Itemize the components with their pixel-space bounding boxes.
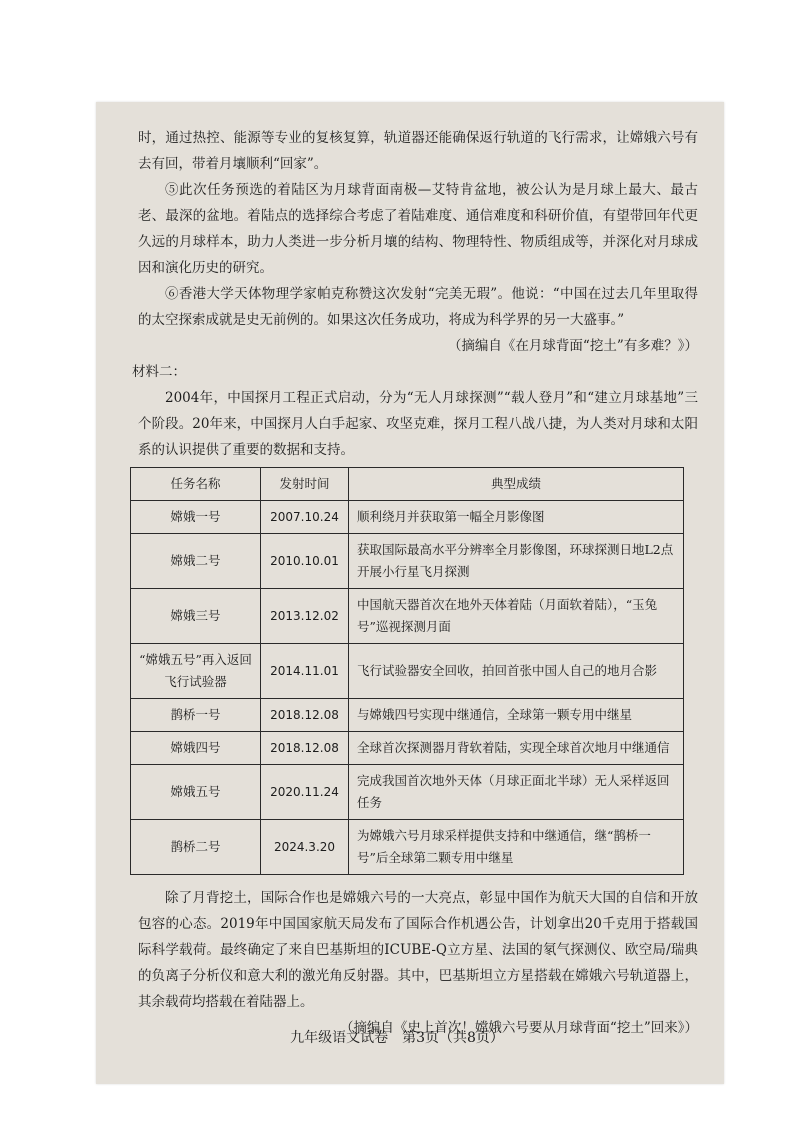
- table-row: [131, 534, 684, 589]
- table-row: [131, 589, 684, 644]
- achievement: 全球首次探测器月背软着陆，实现全球首次地月中继通信: [349, 732, 684, 765]
- launch-date: 2007.10.24: [261, 501, 349, 534]
- table-row: [131, 699, 684, 732]
- table-header: 典型成绩: [349, 468, 684, 501]
- source-citation-2: （摘编自《史上首次！嫦娥六号要从月球背面“挖土”回来》）: [339, 1020, 698, 1036]
- table-row: [131, 501, 684, 534]
- achievement: 飞行试验器安全回收，拍回首张中国人自己的地月合影: [349, 644, 684, 699]
- launch-date: 2013.12.02: [261, 589, 349, 644]
- paragraph-6: ⑥香港大学天体物理学家帕克称赞这次发射“完美无瑕”。他说：“中国在过去几年里取得的太空探索成就是史无前例的。如果这次任务成功，将成为科学界的另一大盛事。”: [138, 286, 698, 328]
- mission-name: 鹊桥一号: [131, 699, 261, 732]
- launch-date: 2010.10.01: [261, 534, 349, 589]
- launch-date: 2020.11.24: [261, 765, 349, 820]
- achievement: 中国航天器首次在地外天体着陆（月面软着陆），“玉兔号”巡视探测月面: [349, 589, 684, 644]
- mission-name: 嫦娥二号: [131, 534, 261, 589]
- achievement: 完成我国首次地外天体（月球正面北半球）无人采样返回任务: [349, 765, 684, 820]
- launch-date: 2014.11.01: [261, 644, 349, 699]
- page-footer: 九年级语文试卷 第3页（共8页）: [290, 1030, 504, 1046]
- table-row: [131, 732, 684, 765]
- table-header-row: [131, 468, 684, 501]
- page-content: [132, 125, 698, 1041]
- mission-name: 鹊桥二号: [131, 820, 261, 875]
- achievement: 与嫦娥四号实现中继通信，全球第一颗专用中继星: [349, 699, 684, 732]
- material-two-intro: 2004年，中国探月工程正式启动，分为“无人月球探测”“载人登月”和“建立月球基地”三个阶段。20年来，中国探月人白手起家、攻坚克难，探月工程八战八捷，为人类对月球和太阳系的认识提供了重要的数据和支持。: [138, 390, 698, 458]
- mission-name: 嫦娥三号: [131, 589, 261, 644]
- table-header: 发射时间: [261, 468, 349, 501]
- paragraph-5: ⑤此次任务预选的着陆区为月球背面南极—艾特肯盆地，被公认为是月球上最大、最古老、最深的盆地。着陆点的选择综合考虑了着陆难度、通信难度和科研价值，有望带回年代更久远的月球样本，助力人类进一步分析月壤的结构、物理特性、物质组成等，并深化对月球成因和演化历史的研究。: [138, 182, 698, 276]
- mission-name: 嫦娥一号: [131, 501, 261, 534]
- paragraph-continued: 时，通过热控、能源等专业的复核复算，轨道器还能确保返行轨道的飞行需求，让嫦娥六号有去有回，带着月壤顺利“回家”。: [138, 130, 698, 172]
- material-two-label: 材料二：: [132, 364, 186, 380]
- launch-date: 2018.12.08: [261, 732, 349, 765]
- launch-date: 2018.12.08: [261, 699, 349, 732]
- source-citation-1: （摘编自《在月球背面“挖土”有多难？》）: [447, 338, 698, 354]
- mission-name: 嫦娥五号: [131, 765, 261, 820]
- achievement: 获取国际最高水平分辨率全月影像图，环球探测日地L2点开展小行星飞月探测: [349, 534, 684, 589]
- missions-table: [130, 467, 684, 875]
- achievement: 顺利绕月并获取第一幅全月影像图: [349, 501, 684, 534]
- table-header: 任务名称: [131, 468, 261, 501]
- table-row: [131, 765, 684, 820]
- table-row: [131, 644, 684, 699]
- achievement: 为嫦娥六号月球采样提供支持和中继通信，继“鹊桥一号”后全球第二颗专用中继星: [349, 820, 684, 875]
- mission-name: 嫦娥四号: [131, 732, 261, 765]
- launch-date: 2024.3.20: [261, 820, 349, 875]
- table-row: [131, 820, 684, 875]
- mission-name: “嫦娥五号”再入返回飞行试验器: [131, 644, 261, 699]
- material-two-after-table: 除了月背挖土，国际合作也是嫦娥六号的一大亮点，彰显中国作为航天大国的自信和开放包容的心态。2019年中国国家航天局发布了国际合作机遇公告，计划拿出20千克用于搭载国际科学载荷。最终确定了来自巴基斯坦的ICUBE-Q立方星、法国的氡气探测仪、欧空局/瑞典的负离子分析仪和意大利的激光角反射器。其中，巴基斯坦立方星搭载在嫦娥六号轨道器上，其余载荷均搭载在着陆器上。: [138, 890, 698, 1010]
